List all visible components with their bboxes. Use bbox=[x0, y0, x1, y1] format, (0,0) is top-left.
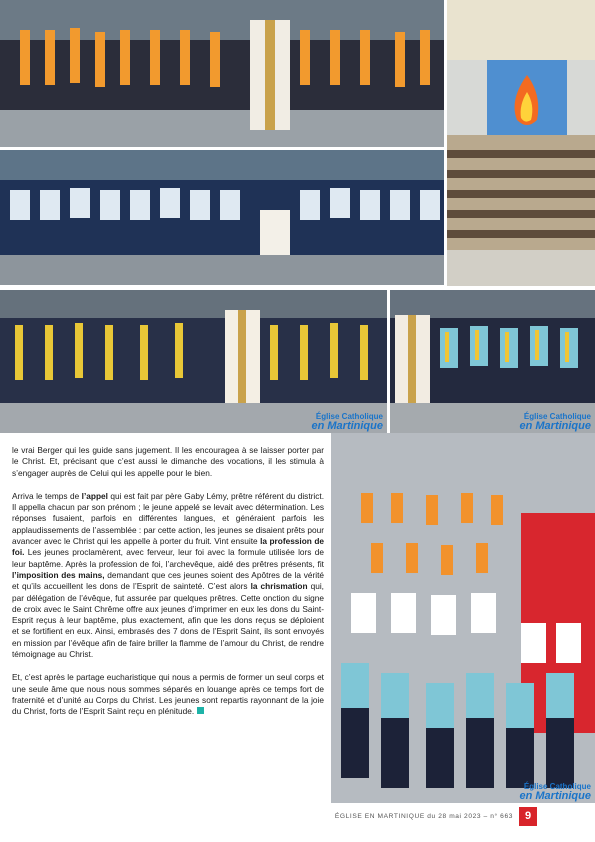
text-run: demandant que ces jeunes soient des Apôtres de la vérité et qu’ils accueillent les dons de l’Esprit de sainteté. C’est alors bbox=[12, 569, 324, 592]
photo-church-interior bbox=[447, 0, 595, 286]
photo-group-yellow-stoles bbox=[0, 290, 387, 433]
photo-group-blue-white bbox=[0, 150, 444, 285]
photo-watermark bbox=[311, 413, 383, 431]
text-run: le vrai Berger qui les guide sans jugement. Il les encouragea à se laisser porter par le Christ. Et, précisant que c’est aussi le dimanche des vocations, il les stimula à s’engager auprès de Celui qui les appelle pour le bien. bbox=[12, 445, 324, 478]
article-paragraph-2 bbox=[12, 491, 324, 660]
text-run: qui est fait par père Gaby Lémy, prêtre référent du district. Il appella chacun par son prénom ; le jeune appelé se levait avec détermination. Les réponses fusaient, parfois en différentes langues, et généraient parfois les applaudissements de l’assemblée : par cette action, les jeunes se disaient prêts pour avancer avec le Christ qui les appelle à porter du fruit. Vint ensuite bbox=[12, 490, 324, 547]
article-body bbox=[12, 445, 324, 730]
publication-line: ÉGLISE EN MARTINIQUE du 28 mai 2023 – n° 663 bbox=[334, 813, 513, 820]
article-paragraph-1 bbox=[12, 445, 324, 479]
text-run: Les jeunes proclamèrent, avec ferveur, leur foi avec la formule utilisée lors de leur baptême. Après la profession de foi, l’archevêque, aidé des prêtres présents, fit bbox=[12, 547, 324, 569]
bold-term: l’appel bbox=[81, 490, 108, 501]
page-number: 9 bbox=[519, 807, 537, 826]
end-of-article-mark bbox=[197, 707, 204, 714]
photo-group-madras-stoles bbox=[390, 290, 595, 433]
bold-term: l’imposition des mains, bbox=[12, 569, 105, 580]
watermark-line2: en Martinique bbox=[311, 420, 383, 432]
article-paragraph-3 bbox=[12, 672, 324, 717]
text-run: qui, par délégation de l’évêque, fut assurée par quelques prêtres. Cette onction du signe de croix avec le Saint Chrême offre aux jeunes d’imprimer en eux les dons du Saint-Esprit reçus à leur baptême, plus exactement, afin que les dons reçus se déploient et se fortifient en eux. Ainsi, embrasés des 7 dons de l’Esprit Saint, ils sont envoyés en mission par l’évêque afin de faire briller la flamme de l’amour du Christ, de rendre témoignage au Christ. bbox=[12, 581, 324, 660]
photo-group-on-steps bbox=[331, 433, 595, 803]
photo-watermark bbox=[519, 783, 591, 801]
photo-watermark bbox=[519, 413, 591, 431]
photo-group-orange-stoles bbox=[0, 0, 444, 147]
watermark-line2: en Martinique bbox=[519, 420, 591, 432]
page-footer bbox=[0, 807, 595, 827]
watermark-line1: Église Catholique bbox=[315, 412, 383, 421]
watermark-line1: Église Catholique bbox=[523, 412, 591, 421]
text-run: Arriva le temps de bbox=[12, 490, 82, 501]
text-run: Et, c’est après le partage eucharistique qui nous a permis de former un seul corps et une seule âme que nous nous sommes séparés en louange après ce temps fort de fraternité et d’unité au Corps du Christ. Les jeunes sont repartis rayonnant de la joie du Christ, forts de l’Esprit Saint reçu en plénitude. bbox=[12, 672, 324, 717]
bold-term: la chrismation bbox=[250, 581, 308, 592]
bold-term: la profession de foi. bbox=[12, 536, 325, 558]
watermark-line1: Église Catholique bbox=[523, 782, 591, 791]
watermark-line2: en Martinique bbox=[519, 790, 591, 802]
